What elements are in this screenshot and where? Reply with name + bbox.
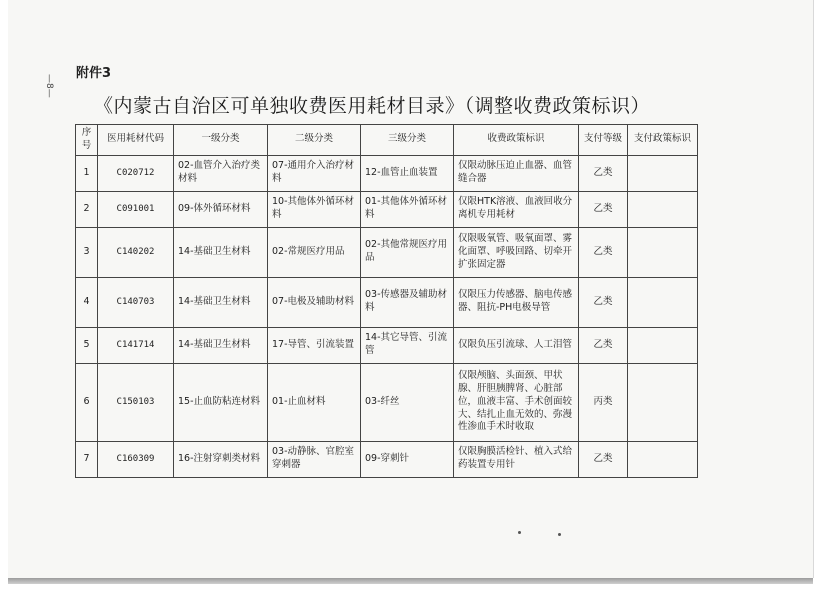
table-row: [76, 363, 698, 441]
cell-level2: 07-电极及辅助材料: [268, 277, 361, 327]
table-row: [76, 155, 698, 191]
cell-code: C160309: [98, 441, 174, 477]
header-code: 医用耗材代码: [98, 125, 174, 156]
cell-level3: 09-穿刺针: [361, 441, 454, 477]
cell-level1: 14-基础卫生材料: [174, 277, 268, 327]
cell-level3: 12-血管止血装置: [361, 155, 454, 191]
cell-level2: 07-通用介入治疗材料: [268, 155, 361, 191]
cell-policy: 仅限动脉压迫止血器、血管缝合器: [454, 155, 579, 191]
header-pay-policy: 支付政策标识: [628, 125, 698, 156]
cell-level1: 15-止血防粘连材料: [174, 363, 268, 441]
attachment-label: 附件3: [76, 66, 112, 81]
cell-level2: 10-其他体外循环材料: [268, 191, 361, 227]
header-payment: 支付等级: [579, 125, 628, 156]
cell-level2: 03-动静脉、官腔室穿刺器: [268, 441, 361, 477]
cell-level3: 01-其他体外循环材料: [361, 191, 454, 227]
cell-code: C140202: [98, 227, 174, 277]
cell-no: 3: [76, 227, 98, 277]
cell-code: C150103: [98, 363, 174, 441]
header-level3: 三级分类: [361, 125, 454, 156]
cell-pay-policy: [628, 277, 698, 327]
cell-payment: 丙类: [579, 363, 628, 441]
cell-level1: 02-血管介入治疗类材料: [174, 155, 268, 191]
header-level2: 二级分类: [268, 125, 361, 156]
table-row: [76, 277, 698, 327]
cell-policy: 仅限负压引流球、人工泪管: [454, 327, 579, 363]
cell-level3: 02-其他常规医疗用品: [361, 227, 454, 277]
cell-payment: 乙类: [579, 227, 628, 277]
cell-no: 2: [76, 191, 98, 227]
cell-no: 7: [76, 441, 98, 477]
cell-policy: 仅限胸膜活检针、植入式给药装置专用针: [454, 441, 579, 477]
cell-level1: 16-注射穿刺类材料: [174, 441, 268, 477]
cell-pay-policy: [628, 155, 698, 191]
cell-no: 6: [76, 363, 98, 441]
cell-pay-policy: [628, 363, 698, 441]
cell-level1: 14-基础卫生材料: [174, 327, 268, 363]
header-level1: 一级分类: [174, 125, 268, 156]
cell-payment: 乙类: [579, 277, 628, 327]
cell-policy: 仅限吸氧管、吸氧面罩、雾化面罩、呼吸回路、切牵开扩张固定器: [454, 227, 579, 277]
cell-level3: 03-传感器及辅助材料: [361, 277, 454, 327]
scan-specks: [518, 531, 578, 537]
table-row: [76, 327, 698, 363]
cell-level1: 09-体外循环材料: [174, 191, 268, 227]
cell-pay-policy: [628, 191, 698, 227]
cell-level3: 14-其它导管、引流管: [361, 327, 454, 363]
cell-policy: 仅限HTK溶液、血液回收分离机专用耗材: [454, 191, 579, 227]
table-row: [76, 441, 698, 477]
cell-policy: 仅限颅脑、头面颈、甲状腺、肝胆胰脾肾、心脏部位，血液丰富、手术创面较大、结扎止血无效的、弥漫性渗血手术时收取: [454, 363, 579, 441]
cell-no: 4: [76, 277, 98, 327]
cell-no: 1: [76, 155, 98, 191]
cell-code: C091001: [98, 191, 174, 227]
cell-level1: 14-基础卫生材料: [174, 227, 268, 277]
document-title: 《内蒙古自治区可单独收费医用耗材目录》（调整收费政策标识）: [94, 95, 651, 117]
scan-speck: [518, 531, 521, 534]
cell-level2: 17-导管、引流装置: [268, 327, 361, 363]
cell-pay-policy: [628, 327, 698, 363]
header-policy: 收费政策标识: [454, 125, 579, 156]
cell-pay-policy: [628, 227, 698, 277]
cell-code: C141714: [98, 327, 174, 363]
cell-payment: 乙类: [579, 191, 628, 227]
cell-level2: 01-止血材料: [268, 363, 361, 441]
page-edge-shadow: [8, 578, 813, 584]
cell-payment: 乙类: [579, 441, 628, 477]
table-row: [76, 191, 698, 227]
cell-policy: 仅限压力传感器、脑电传感器、阻抗-PH电极导管: [454, 277, 579, 327]
cell-level3: 03-纤丝: [361, 363, 454, 441]
table-header-row: [76, 125, 698, 156]
scan-speck: [558, 533, 561, 536]
cell-payment: 乙类: [579, 327, 628, 363]
cell-payment: 乙类: [579, 155, 628, 191]
cell-pay-policy: [628, 441, 698, 477]
page-number: —8—: [44, 74, 54, 98]
table-row: [76, 227, 698, 277]
cell-no: 5: [76, 327, 98, 363]
cell-level2: 02-常规医疗用品: [268, 227, 361, 277]
cell-code: C140703: [98, 277, 174, 327]
cell-code: C020712: [98, 155, 174, 191]
consumables-catalog-table: [75, 124, 698, 478]
header-no: 序号: [76, 125, 98, 156]
